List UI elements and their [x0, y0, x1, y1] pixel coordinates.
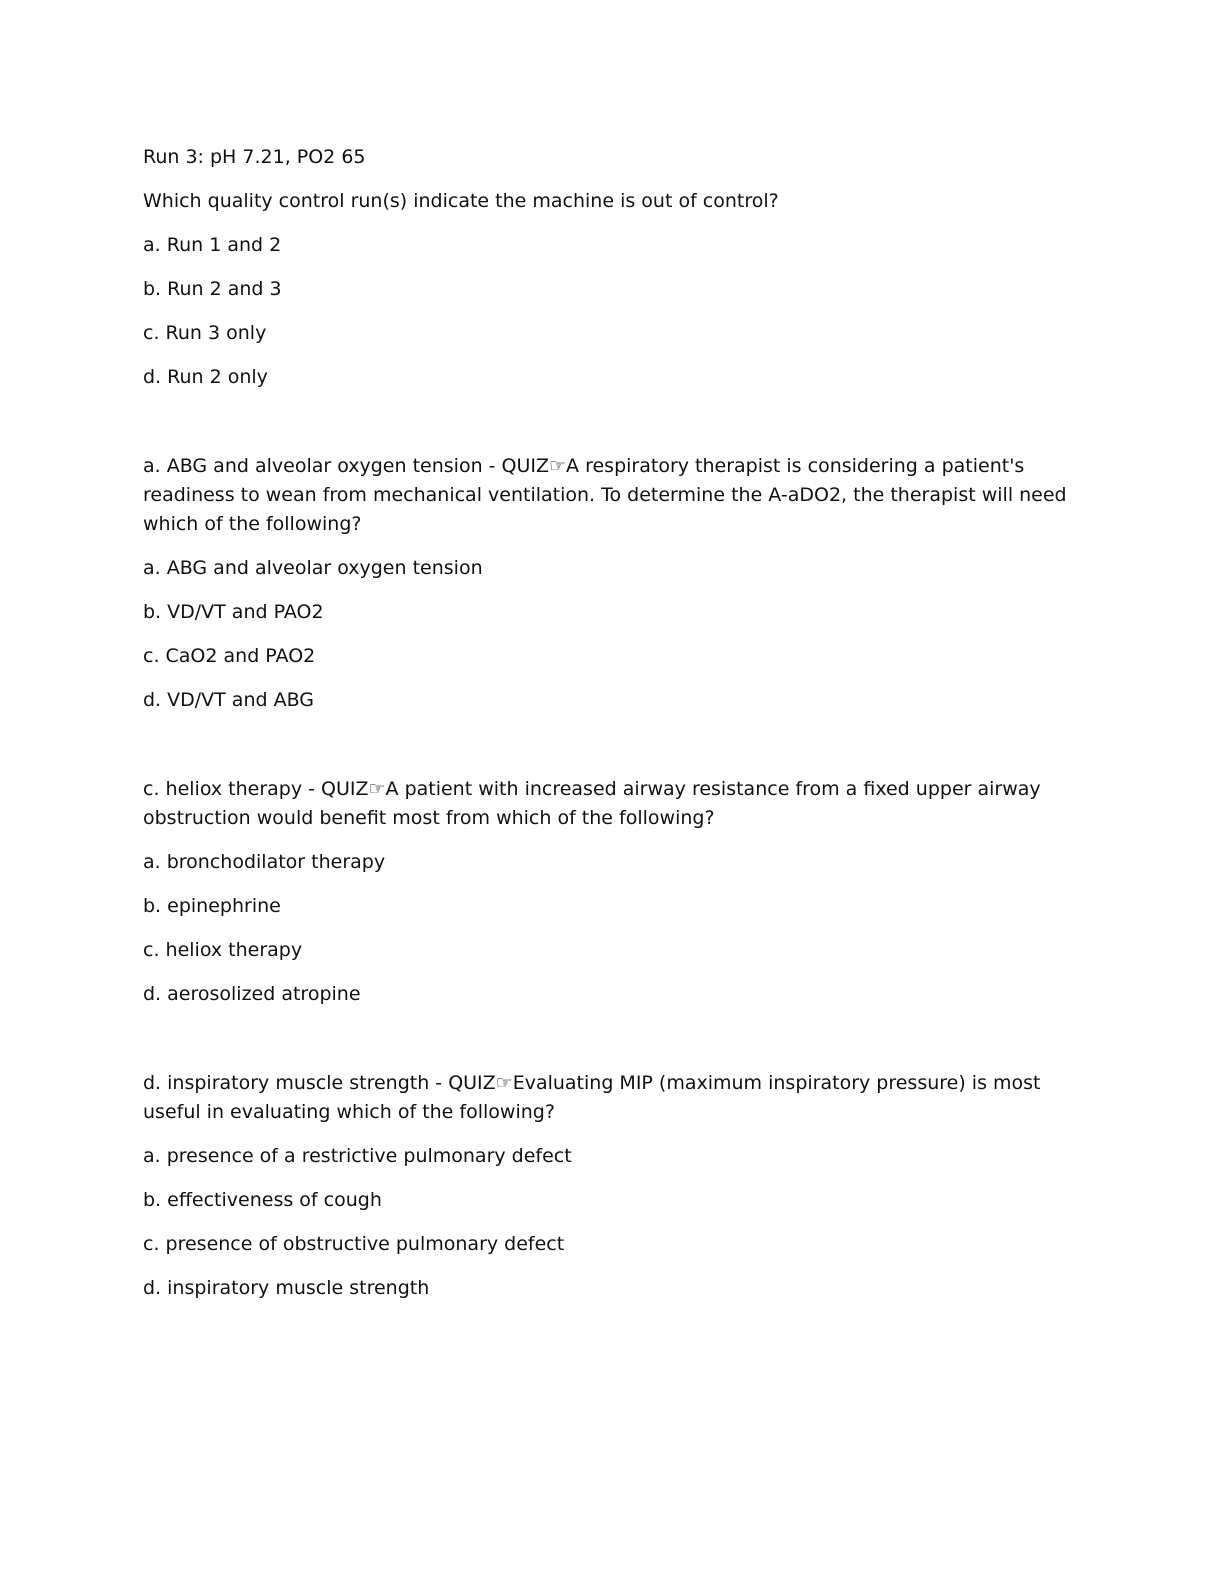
- run-3-line: Run 3: pH 7.21, PO2 65: [143, 146, 366, 168]
- option-b: b. VD/VT and PAO2: [143, 601, 324, 623]
- option-d: d. VD/VT and ABG: [143, 689, 315, 711]
- option-c: c. CaO2 and PAO2: [143, 645, 316, 667]
- option-c: c. heliox therapy: [143, 939, 303, 961]
- option-c: c. Run 3 only: [143, 322, 267, 344]
- document-page: [143, 143, 1083, 1303]
- option-c: c. presence of obstructive pulmonary defect: [143, 1233, 565, 1255]
- question-block-1: [143, 452, 1083, 715]
- option-d: d. inspiratory muscle strength: [143, 1277, 430, 1299]
- question-stem: c. heliox therapy - QUIZ☞A patient with increased airway resistance from a fixed upper airway obstruction would benefit most from which of the following?: [143, 778, 1047, 829]
- option-a: a. presence of a restrictive pulmonary defect: [143, 1145, 572, 1167]
- question-stem: d. inspiratory muscle strength - QUIZ☞Evaluating MIP (maximum inspiratory pressure) is most useful in evaluating which of the following?: [143, 1072, 1047, 1123]
- question-stem: a. ABG and alveolar oxygen tension - QUIZ☞A respiratory therapist is considering a patient's readiness to wean from mechanical ventilation. To determine the A-aDO2, the therapist will need which of the following?: [143, 455, 1073, 535]
- option-a: a. bronchodilator therapy: [143, 851, 386, 873]
- question-block-3: [143, 1069, 1083, 1303]
- question-text: Which quality control run(s) indicate the machine is out of control?: [143, 190, 779, 212]
- question-block-2: [143, 775, 1083, 1009]
- option-b: b. epinephrine: [143, 895, 281, 917]
- option-a: a. ABG and alveolar oxygen tension: [143, 557, 483, 579]
- option-b: b. effectiveness of cough: [143, 1189, 382, 1211]
- option-d: d. Run 2 only: [143, 366, 268, 388]
- option-d: d. aerosolized atropine: [143, 983, 361, 1005]
- option-b: b. Run 2 and 3: [143, 278, 282, 300]
- option-a: a. Run 1 and 2: [143, 234, 282, 256]
- intro-section: [143, 143, 1083, 392]
